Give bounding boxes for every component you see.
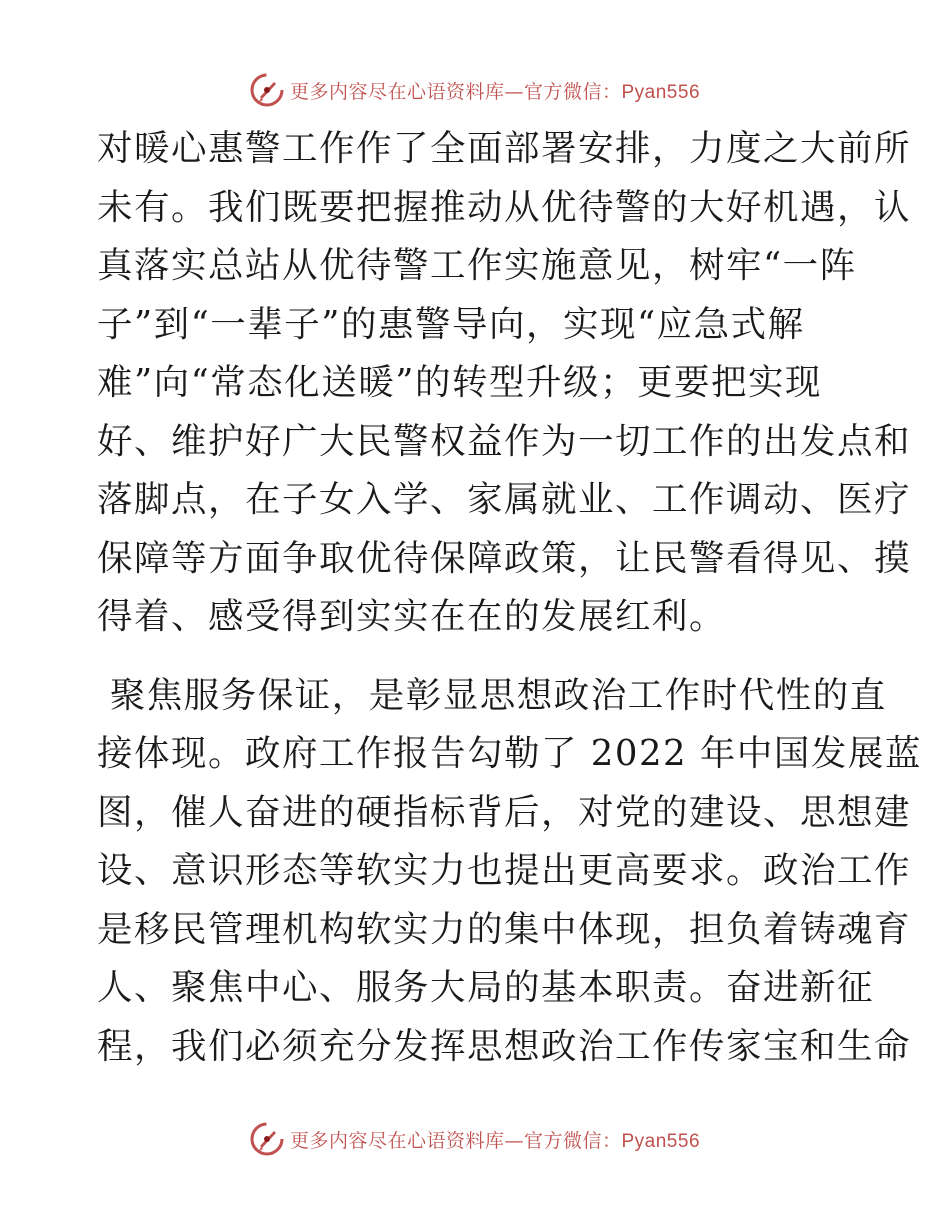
footer-banner: [0, 1119, 950, 1159]
text-line: 人、聚焦中心、服务大局的基本职责。奋进新征: [97, 967, 875, 1008]
text-line: 真落实总站从优待警工作实施意见，树牢“一阵: [97, 245, 857, 286]
text-line: 得着、感受得到实实在在的发展红利。: [97, 596, 727, 637]
text-line: 是移民管理机构软实力的集中体现，担负着铸魂育: [97, 908, 912, 950]
footer-banner-text: [290, 1126, 700, 1153]
footer-contact-handle: Pyan556: [621, 1130, 701, 1152]
text-line: 接体现。政府工作报告勾勒了 2022 年中国发展蓝: [97, 733, 922, 774]
paragraph-1: [97, 120, 912, 647]
text-line: 保障等方面争取优待保障政策，让民警看得见、摸: [97, 537, 912, 579]
footer-banner-title: 更多内容尽在心语资料库: [289, 1129, 505, 1152]
text-line: 聚焦服务保证，是彰显思想政治工作时代性的直: [97, 674, 887, 716]
quill-seal-logo-icon: [250, 1122, 284, 1156]
header-banner-text: [290, 77, 700, 104]
text-line: 好、维护好广大民警权益作为一切工作的出发点和: [97, 420, 912, 462]
text-line: 程，我们必须充分发挥思想政治工作传家宝和生命: [97, 1025, 912, 1067]
text-line: 子”到“一辈子”的惠警导向，实现“应急式解: [97, 303, 805, 345]
text-line: 图，催人奋进的硬指标背后，对党的建设、思想建: [97, 791, 912, 833]
header-banner-title: 更多内容尽在心语资料库: [289, 80, 505, 103]
header-contact-handle: Pyan556: [621, 81, 701, 103]
footer-contact-label: 官方微信：: [523, 1129, 622, 1152]
text-line: 难”向“常态化送暖”的转型升级；更要把实现: [97, 362, 822, 403]
text-line: 对暖心惠警工作作了全面部署安排，力度之大前所: [97, 128, 912, 169]
text-line: 落脚点，在子女入学、家属就业、工作调动、医疗: [97, 479, 912, 520]
footer-separator: —: [504, 1129, 524, 1152]
document-body: [97, 120, 922, 1076]
header-banner: [0, 70, 950, 110]
header-separator: —: [504, 80, 524, 103]
header-contact-label: 官方微信：: [523, 80, 622, 103]
quill-seal-logo-icon: [250, 73, 284, 107]
paragraph-2: [97, 667, 922, 1077]
text-line: 未有。我们既要把握推动从优待警的大好机遇，认: [97, 186, 912, 228]
text-line: 设、意识形态等软实力也提出更高要求。政治工作: [97, 850, 912, 891]
paragraph-spacer: [97, 647, 853, 667]
